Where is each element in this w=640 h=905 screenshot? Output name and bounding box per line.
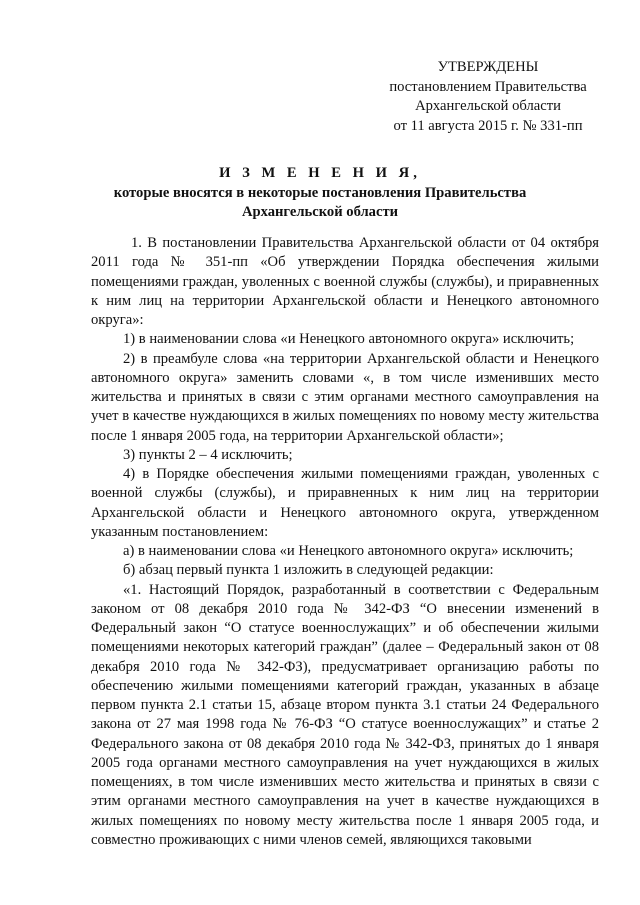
approval-line-2: постановлением Правительства <box>389 78 587 95</box>
paragraph-1: 1. В постановлении Правительства Архангельской области от 04 октября 2011 года № 351-пп «Об утверждении Порядка обеспечения жилыми помещениями граждан, уволенных с военной службы (службы), и приравненных к ним лиц на территории Архангельской области и Ненецкого автономного округа»: <box>91 235 599 328</box>
approval-line-4: от 11 августа 2015 г. № 331-пп <box>393 117 583 134</box>
paragraph-3: 2) в преамбуле слова «на территории Архангельской области и Ненецкого автономного округа» заменить словами «, в том числе изменивших место жительства и принятых в связи с этим органами местного самоуправления на учет в качестве нуждающихся в жилых помещениях по новому месту жительства после 1 января 2005 года, на территории Архангельской области»; <box>91 350 599 444</box>
paragraph-5: 4) в Порядке обеспечения жилыми помещениями граждан, уволенных с военной службы (службы), и приравненных к ним лиц на территории Архангельской области и Ненецкого автономного округа, утвержденном указанным постановлением: <box>91 466 599 540</box>
document-heading <box>90 164 550 223</box>
paragraph-2: 1) в наименовании слова «и Ненецкого автономного округа» исключить; <box>123 331 575 348</box>
document-body <box>91 234 599 850</box>
approval-line-3: Архангельской области <box>415 98 561 115</box>
document-title: И З М Е Н Е Н И Я, <box>219 165 421 181</box>
approval-stamp <box>372 58 604 136</box>
paragraph-7: б) абзац первый пункта 1 изложить в следующей редакции: <box>123 562 494 579</box>
paragraph-6: а) в наименовании слова «и Ненецкого автономного округа» исключить; <box>123 543 574 559</box>
approval-line-1: УТВЕРЖДЕНЫ <box>437 59 539 75</box>
paragraph-8: «1. Настоящий Порядок, разработанный в соответствии с Федеральным законом от 08 декабря 2010 года № 342-ФЗ “О внесении изменений в Федеральный закон “О статусе военнослужащих” и об обеспечении жилыми помещениями некоторых категорий граждан” (далее – Федеральный закон от 08 декабря 2010 года № 342-ФЗ), предусматривает организацию работы по обеспечению жилыми помещениями категорий граждан, указанных в абзаце первом пункта 2.1 статьи 15, абзаце втором пункта 3.1 статьи 24 Федерального закона от 27 мая 1998 года № 76-ФЗ “О статусе военнослужащих” и статье 2 Федерального закона от 08 декабря 2010 года № 342-ФЗ, принятых до 1 января 2005 года органами местного самоуправления на учет нуждающихся в жилых помещениях, в том числе изменивших место жительства и принятых в связи с этим органами местного самоуправления на учет в качестве нуждающихся в жилых помещениях по новому месту жительства после 1 января 2005 года, и совместно проживающих с ними членов семей, являющихся таковыми <box>91 581 599 848</box>
paragraph-4: 3) пункты 2 – 4 исключить; <box>123 446 293 463</box>
document-subtitle-line-1: которые вносятся в некоторые постановления Правительства <box>113 184 527 201</box>
document-subtitle-line-2: Архангельской области <box>241 204 399 221</box>
